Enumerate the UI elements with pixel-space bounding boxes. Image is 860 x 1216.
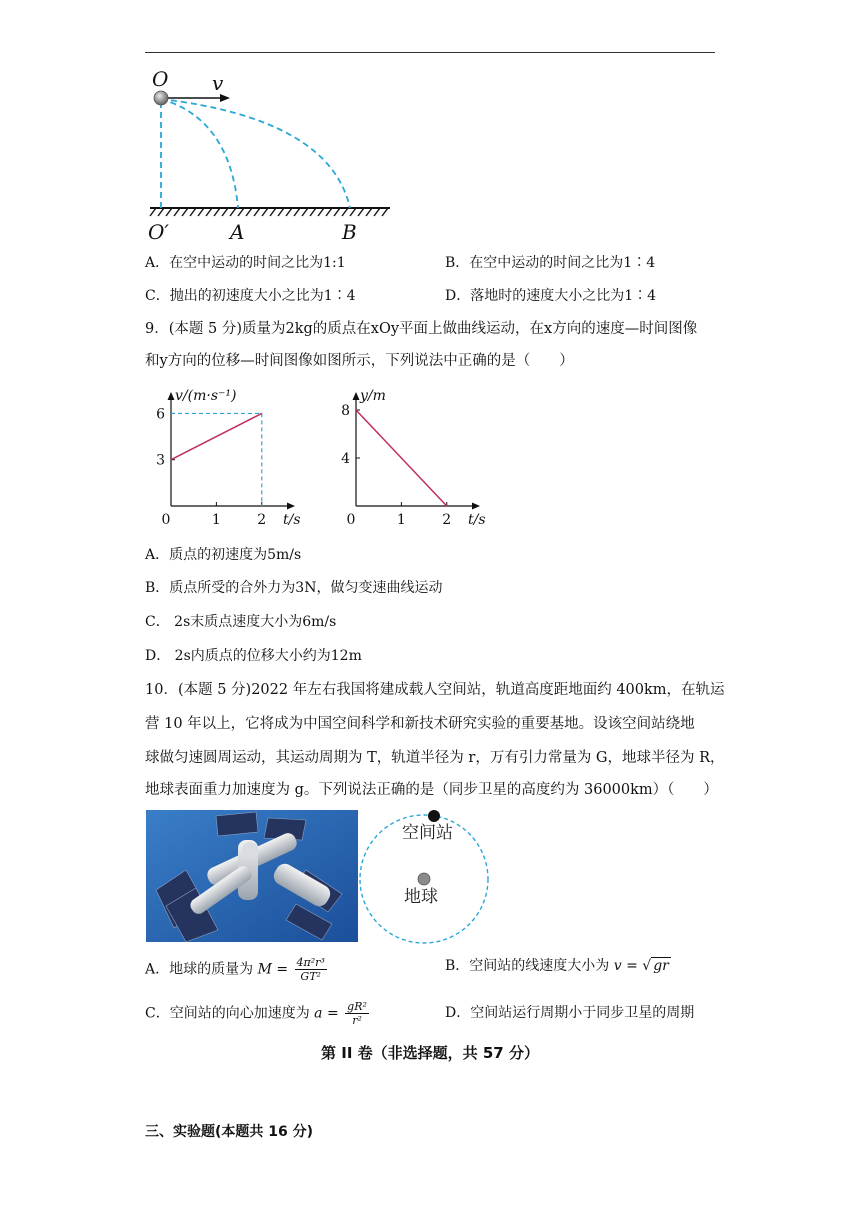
y-axis-label: y/m	[360, 388, 386, 404]
y-axis-arrow	[353, 392, 360, 400]
q8-option-b: B．在空中运动的时间之比为1∶4	[445, 255, 656, 271]
q9-option-c: C． 2s末质点速度大小为6m/s	[145, 614, 337, 630]
x-axis-label: t/s	[283, 512, 301, 528]
q10-stem-line2: 营 10 年以上，它将成为中国空间科学和新技术研究实验的重要基地。设该空间站绕地	[145, 716, 695, 732]
sqrt-sign: √	[642, 958, 652, 974]
q10-option-b	[445, 956, 671, 976]
q10-option-a-prefix: A．地球的质量为	[145, 961, 254, 978]
q10-option-c-numerator: gR²	[347, 1000, 367, 1013]
q9-stem-line2: 和y方向的位移—时间图像如图所示，下列说法中正确的是（ ）	[145, 353, 574, 369]
x-tick-label: 0	[346, 512, 356, 528]
q10-option-c-fraction	[345, 1000, 369, 1027]
q10-option-a-denominator: GT²	[300, 970, 321, 983]
trajectory-b	[161, 99, 350, 208]
q10-option-c-denominator: r²	[352, 1014, 362, 1027]
q10-option-a-numerator: 4π²r³	[296, 956, 325, 969]
x-tick-label: 2	[257, 512, 267, 528]
x-tick-label: 1	[211, 512, 221, 528]
velocity-time-chart	[145, 388, 305, 536]
q10-stem-line3: 球做匀速圆周运动，其运动周期为 T，轨道半径为 r，万有引力常量为 G，地球半径为 R，	[145, 750, 725, 766]
q10-option-c-prefix: C．空间站的向心加速度为	[145, 1005, 310, 1022]
velocity-arrowhead	[220, 94, 230, 102]
q10-option-c	[145, 1000, 371, 1027]
series-line	[356, 410, 447, 506]
q10-option-b-prefix: B．空间站的线速度大小为	[445, 958, 610, 974]
space-station-dot	[428, 810, 440, 822]
top-rule	[145, 52, 715, 53]
space-station-photo	[146, 810, 358, 942]
x-axis-label: t/s	[468, 512, 486, 528]
section3-title: 三、实验题(本题共 16 分)	[145, 1124, 314, 1140]
q10-stem-line4: 地球表面重力加速度为 g。下列说法正确的是（同步卫星的高度约为 36000km）（ ）	[145, 782, 718, 798]
orbit-earth-label: 地球	[404, 887, 438, 907]
q10-option-b-lhs: v =	[613, 958, 638, 974]
displacement-time-chart	[330, 388, 490, 536]
q10-option-a	[145, 956, 329, 983]
point-b-label: B	[342, 220, 357, 244]
q8-option-d: D．落地时的速度大小之比为1∶4	[445, 288, 657, 304]
orbit-station-label: 空间站	[402, 823, 453, 843]
q9-option-d: D． 2s内质点的位移大小约为12m	[145, 648, 362, 664]
earth-dot	[418, 873, 430, 885]
point-a-label: A	[230, 220, 245, 244]
part2-title: 第 II 卷（非选择题，共 57 分）	[321, 1044, 539, 1062]
y-axis-label: v/(m·s⁻¹)	[175, 388, 237, 404]
q9-stem-line1: 9．(本题 5 分)质量为2kg的质点在xOy平面上做曲线运动，在x方向的速度—时间图像	[145, 321, 698, 337]
q9-option-b: B．质点所受的合外力为3N，做匀变速曲线运动	[145, 580, 443, 596]
y-tick-label: 4	[341, 451, 350, 467]
x-tick-label: 2	[442, 512, 452, 528]
q10-option-d: D．空间站运行周期小于同步卫星的周期	[445, 1005, 695, 1021]
trajectory-a	[161, 99, 238, 208]
ball	[154, 91, 168, 105]
x-tick-label: 0	[161, 512, 171, 528]
x-axis-arrow	[287, 503, 295, 510]
q10-option-c-lhs: a =	[314, 1005, 339, 1022]
series-line	[171, 413, 262, 459]
q10-stem-line1: 10．(本题 5 分)2022 年左右我国将建成载人空间站，轨道高度距地面约 400km，在轨运	[145, 682, 725, 698]
y-tick-label: 6	[156, 406, 165, 423]
projectile-figure	[140, 64, 400, 244]
orbit-diagram	[356, 806, 492, 946]
q8-option-a: A．在空中运动的时间之比为1:1	[145, 255, 346, 271]
x-tick-label: 1	[396, 512, 406, 528]
x-axis-arrow	[472, 503, 480, 510]
foot-label: O′	[148, 220, 169, 244]
origin-label: O	[152, 67, 169, 91]
q8-option-c: C．抛出的初速度大小之比为1∶4	[145, 288, 356, 304]
ground-hatch	[150, 208, 388, 216]
q10-option-b-radicand: gr	[653, 958, 669, 974]
q10-option-a-fraction	[295, 956, 327, 983]
y-axis-arrow	[168, 392, 175, 400]
q9-option-a: A．质点的初速度为5m/s	[145, 547, 302, 563]
y-tick-label: 8	[341, 403, 350, 419]
q10-option-a-lhs: M =	[257, 961, 289, 978]
y-tick-label: 3	[156, 452, 165, 469]
velocity-label: v	[212, 71, 224, 95]
